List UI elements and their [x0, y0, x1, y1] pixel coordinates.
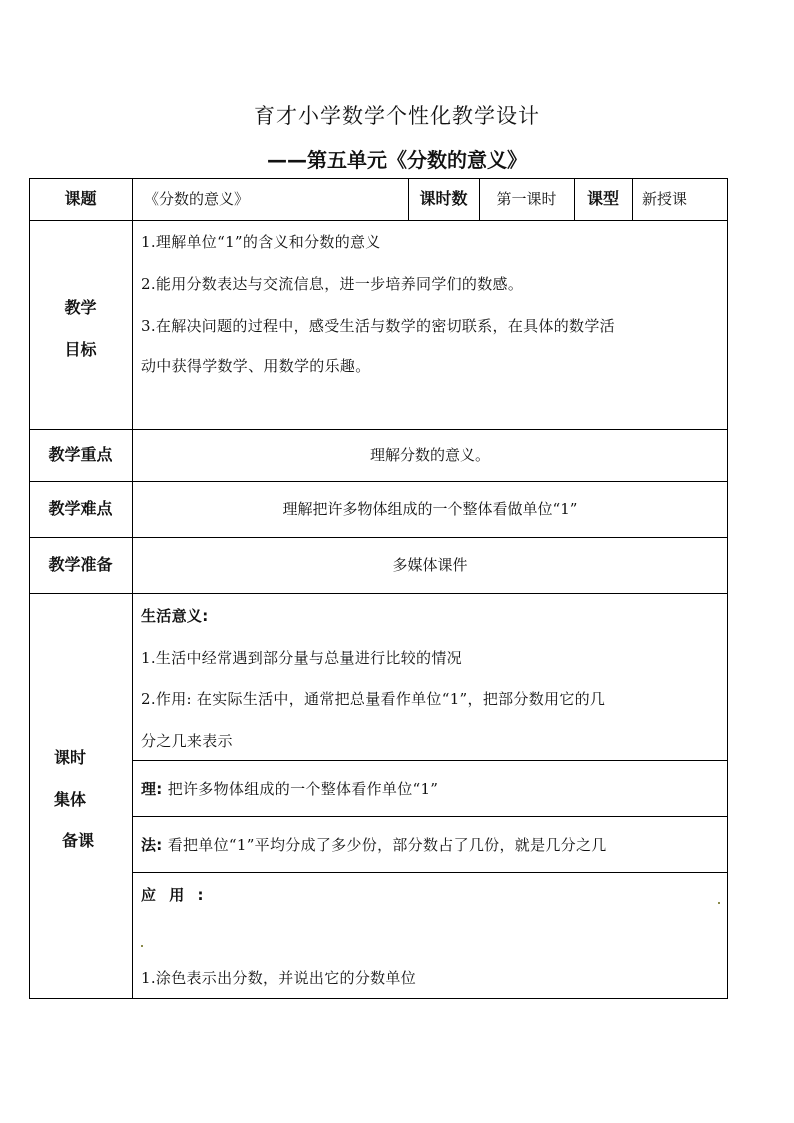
prep-label-line3: 备课	[61, 831, 94, 850]
method-row	[141, 835, 721, 855]
life-meaning-item: 分之几来表示	[141, 732, 233, 750]
lesson-plan-table	[29, 178, 728, 999]
life-meaning-item: 1.生活中经常遇到部分量与总量进行比较的情况	[141, 649, 462, 667]
application-item: 1.涂色表示出分数，并说出它的分数单位	[141, 969, 417, 987]
theory-label: 理:	[141, 780, 163, 798]
goals-label-line2: 目标	[64, 340, 97, 359]
table-border-bottom	[29, 998, 728, 999]
goal-item: 3.在解决问题的过程中，感受生活与数学的密切联系，在具体的数学活	[141, 317, 615, 335]
type-label: 课型	[586, 189, 619, 208]
goal-item: 动中获得学数学、用数学的乐趣。	[141, 357, 371, 375]
sub-row-divider	[132, 816, 728, 817]
application-heading: 应 用 :	[141, 886, 208, 904]
key-point-value: 理解分数的意义。	[369, 446, 490, 464]
goals-label-line1: 教学	[64, 298, 97, 317]
topic-value: 《分数的意义》	[144, 190, 250, 208]
sub-row-divider	[132, 760, 728, 761]
goal-item: 2.能用分数表达与交流信息，进一步培养同学们的数感。	[141, 275, 524, 293]
life-meaning-item: 2.作用: 在实际生活中，通常把总量看作单位“1”，把部分数用它的几	[141, 690, 606, 708]
periods-value: 第一课时	[496, 190, 557, 208]
prep-label-line2: 集体	[53, 790, 86, 809]
life-meaning-heading: 生活意义:	[141, 607, 209, 625]
key-point-label: 教学重点	[48, 445, 113, 464]
row-divider	[29, 593, 728, 594]
difficulty-label: 教学难点	[48, 499, 113, 518]
document-subtitle: ——第五单元《分数的意义》	[267, 148, 527, 172]
prep-label-line1: 课时	[53, 748, 86, 767]
theory-row	[141, 779, 721, 799]
sub-row-divider	[132, 872, 728, 873]
topic-label: 课题	[64, 189, 97, 208]
theory-text: 把许多物体组成的一个整体看作单位“1”	[167, 780, 439, 798]
preparation-value: 多媒体课件	[392, 556, 468, 574]
method-text: 看把单位“1”平均分成了多少份，部分数占了几份，就是几分之几	[167, 836, 607, 854]
speck-mark	[141, 945, 143, 947]
type-value: 新授课	[642, 190, 688, 208]
preparation-label: 教学准备	[48, 555, 113, 574]
difficulty-value: 理解把许多物体组成的一个整体看做单位“1”	[282, 500, 578, 518]
row-divider	[29, 220, 728, 221]
periods-label: 课时数	[419, 189, 468, 208]
goal-item: 1.理解单位“1”的含义和分数的意义	[141, 233, 381, 251]
speck-mark	[718, 902, 720, 904]
method-label: 法:	[141, 836, 163, 854]
document-title: 育才小学数学个性化教学设计	[254, 104, 540, 128]
